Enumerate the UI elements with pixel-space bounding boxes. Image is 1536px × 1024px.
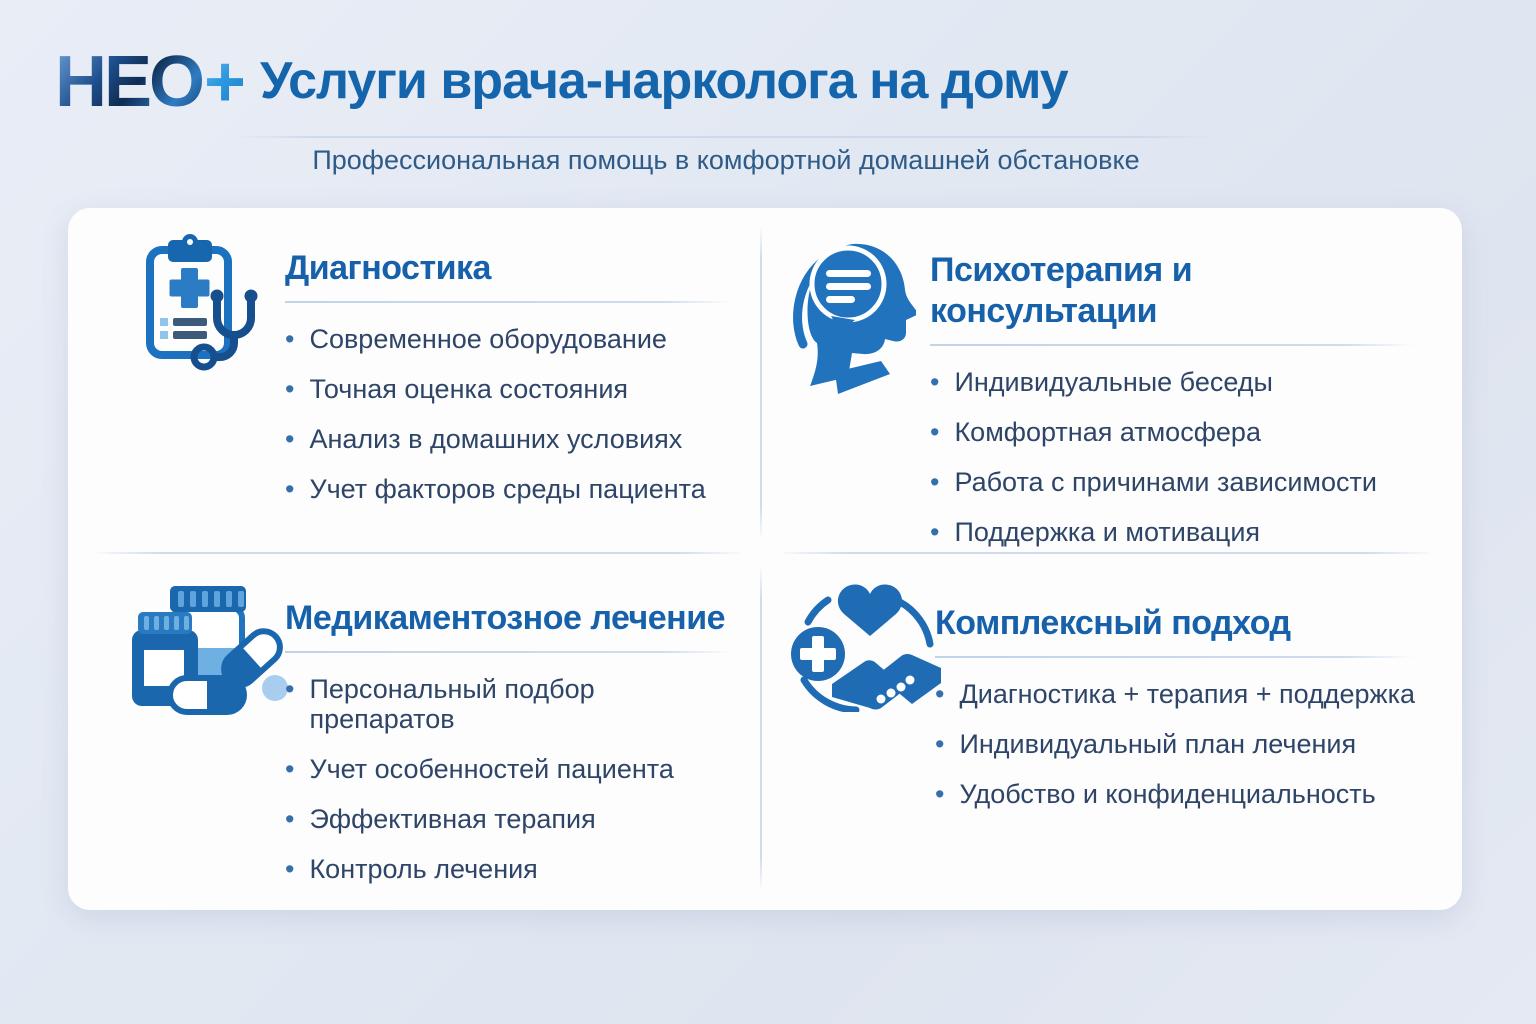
list-item <box>285 424 740 454</box>
list-item <box>285 324 740 354</box>
bullet-dot <box>285 754 294 784</box>
page-title: Услуги врача-нарколога на дому <box>260 52 1068 110</box>
list-item <box>285 674 740 734</box>
list-item <box>935 779 1425 809</box>
list-item-text: Индивидуальные беседы <box>954 367 1273 397</box>
bullet-dot <box>935 679 944 709</box>
bullet-dot <box>935 729 944 759</box>
section-title: Психотерапия и консультации <box>930 251 1193 330</box>
vertical-divider-top <box>760 228 762 537</box>
list-item <box>930 417 1425 447</box>
section-list <box>935 679 1425 809</box>
clipboard-stethoscope-icon <box>142 234 262 388</box>
list-item-text: Поддержка и мотивация <box>954 517 1261 547</box>
bullet-dot <box>285 804 294 834</box>
bullet-dot <box>935 779 944 809</box>
logo-text: НЕО <box>55 42 203 122</box>
vertical-divider-bottom <box>760 568 762 888</box>
bullet-dot <box>285 474 294 504</box>
list-item <box>935 729 1425 759</box>
list-item-text: Анализ в домашних условиях <box>309 424 683 454</box>
bullet-dot <box>285 374 294 404</box>
list-item <box>285 754 740 784</box>
section-medication <box>285 598 740 904</box>
bullet-dot <box>285 424 294 454</box>
list-item <box>930 367 1425 397</box>
list-item-text: Эффективная терапия <box>309 804 596 834</box>
section-title: Диагностика <box>285 249 491 287</box>
bullet-dot <box>930 417 939 447</box>
head-speech-bubble-icon <box>791 236 916 403</box>
list-item <box>285 474 740 504</box>
section-complex-approach <box>935 603 1425 829</box>
list-item-text: Диагностика + терапия + поддержка <box>959 679 1416 709</box>
list-item-text: Индивидуальный план лечения <box>959 729 1357 759</box>
bullet-dot <box>930 467 939 497</box>
bullet-dot <box>285 324 294 354</box>
list-item-text: Точная оценка состояния <box>309 374 629 404</box>
services-card <box>68 208 1462 910</box>
logo-plus-icon: + <box>204 42 244 122</box>
neo-plus-logo <box>55 42 243 122</box>
section-title: Медикаментозное лечение <box>285 599 726 637</box>
list-item-text: Работа с причинами зависимости <box>954 467 1377 497</box>
section-title: Комплексный подход <box>935 604 1291 642</box>
list-item <box>285 854 740 884</box>
section-diagnostics <box>285 248 740 524</box>
list-item-text: Учет факторов среды пациента <box>309 474 706 504</box>
list-item <box>935 679 1425 709</box>
header-divider <box>235 136 1217 138</box>
section-psychotherapy <box>930 250 1425 567</box>
heart-cross-handshake-icon <box>788 580 943 717</box>
list-item-text: Учет особенностей пациента <box>309 754 674 784</box>
list-item-text: Удобство и конфиденциальность <box>959 779 1376 809</box>
list-item <box>930 517 1425 547</box>
list-item <box>285 804 740 834</box>
bullet-dot <box>930 367 939 397</box>
list-item <box>285 374 740 404</box>
section-list <box>285 674 740 884</box>
section-underline <box>930 344 1415 346</box>
bullet-dot <box>930 517 939 547</box>
section-underline <box>935 656 1415 658</box>
list-item-text: Современное оборудование <box>309 324 667 354</box>
bullet-dot <box>285 674 294 704</box>
medicine-bottles-pills-icon <box>130 584 290 723</box>
section-underline <box>285 301 730 303</box>
section-list <box>285 324 740 504</box>
list-item-text: Контроль лечения <box>309 854 538 884</box>
page-subtitle: Профессиональная помощь в комфортной домашней обстановке <box>312 145 1140 175</box>
horizontal-divider-left <box>96 552 740 554</box>
section-underline <box>285 651 730 653</box>
list-item-text: Комфортная атмосфера <box>954 417 1261 447</box>
list-item <box>930 467 1425 497</box>
list-item-text: Персональный подбор препаратов <box>309 674 595 734</box>
section-list <box>930 367 1425 547</box>
bullet-dot <box>285 854 294 884</box>
